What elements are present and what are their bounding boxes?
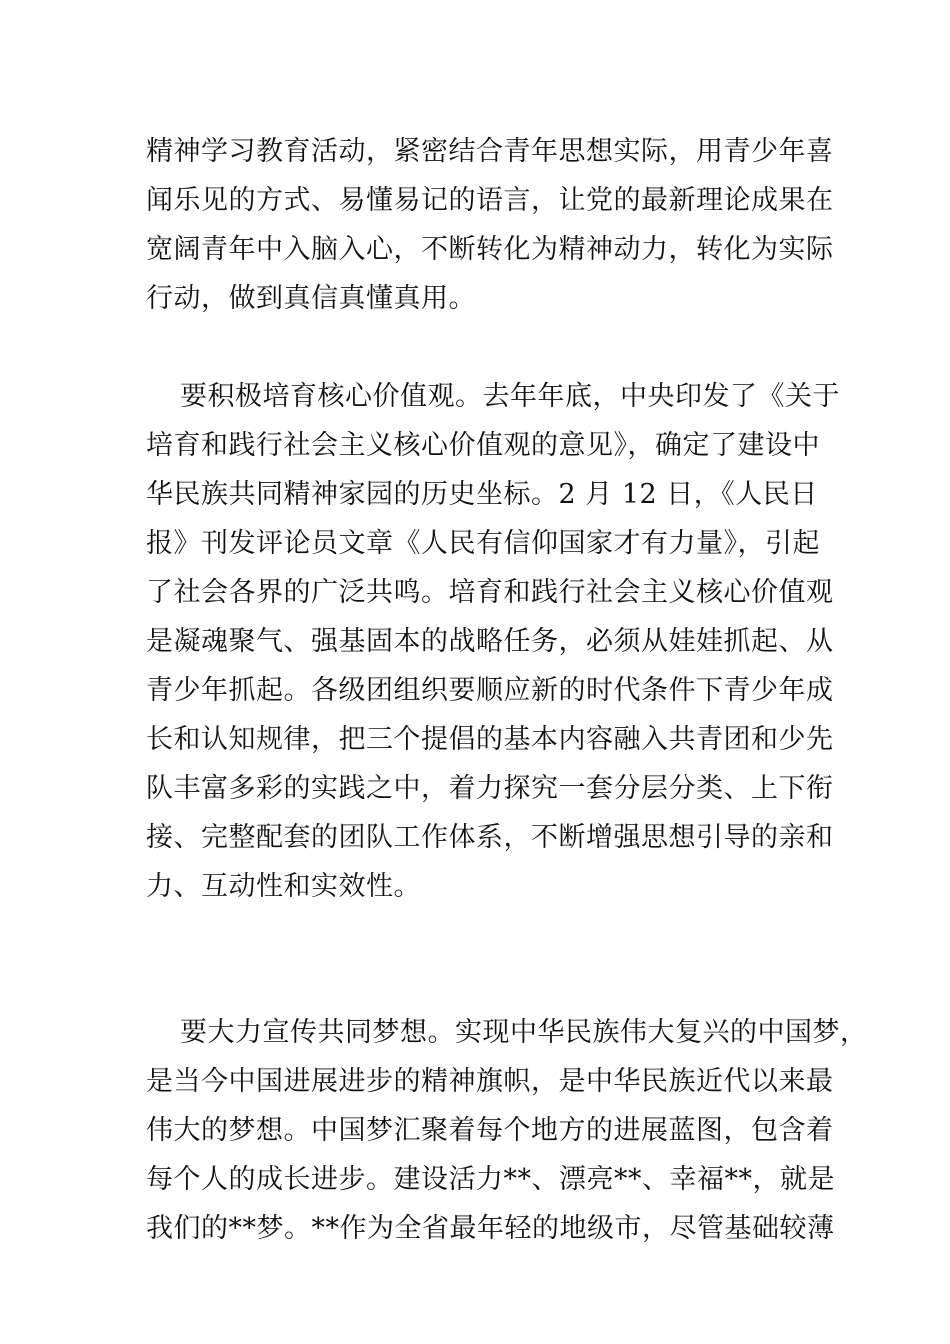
text-line: 接、完整配套的团队工作体系，不断增强思想引导的亲和 (146, 822, 834, 853)
text-line: 力、互动性和实效性。 (146, 871, 421, 902)
text-line: 我们的**梦。**作为全省最年轻的地级市，尽管基础较薄 (146, 1213, 835, 1244)
text-line: 青少年抓起。各级团组织要顺应新的时代条件下青少年成 (146, 675, 834, 706)
text-line: 报》刊发评论员文章《人民有信仰国家才有力量》，引起 (146, 528, 820, 559)
text-line: 了社会各界的广泛共鸣。培育和践行社会主义核心价值观 (146, 577, 834, 608)
text-line: 伟大的梦想。中国梦汇聚着每个地方的进展蓝图，包含着 (146, 1115, 834, 1146)
text-line: 要大力宣传共同梦想。实现中华民族伟大复兴的中国梦， (180, 1017, 868, 1048)
text-line: 闻乐见的方式、易懂易记的语言，让党的最新理论成果在 (146, 185, 834, 216)
text-line: 队丰富多彩的实践之中，着力探究一套分层分类、上下衔 (146, 773, 834, 804)
paragraph (146, 127, 834, 323)
paragraph (146, 372, 840, 911)
text-line: 要积极培育核心价值观。去年年底，中央印发了《关于 (180, 381, 840, 412)
text-line: 华民族共同精神家园的历史坐标。2 月 12 日，《人民日 (146, 479, 818, 510)
text-line: 宽阔青年中入脑入心，不断转化为精神动力，转化为实际 (146, 234, 834, 265)
text-line: 每个人的成长进步。建设活力**、漂亮**、幸福**，就是 (146, 1164, 835, 1195)
text-line: 是凝魂聚气、强基固本的战略任务，必须从娃娃抓起、从 (146, 626, 834, 657)
text-line: 长和认知规律，把三个提倡的基本内容融入共青团和少先 (146, 724, 834, 755)
text-line: 精神学习教育活动，紧密结合青年思想实际，用青少年喜 (146, 136, 834, 167)
text-line: 培育和践行社会主义核心价值观的意见》，确定了建设中 (146, 430, 820, 461)
text-line: 行动，做到真信真懂真用。 (146, 283, 476, 314)
text-line: 是当今中国进展进步的精神旗帜，是中华民族近代以来最 (146, 1066, 834, 1097)
paragraph (146, 1008, 868, 1253)
